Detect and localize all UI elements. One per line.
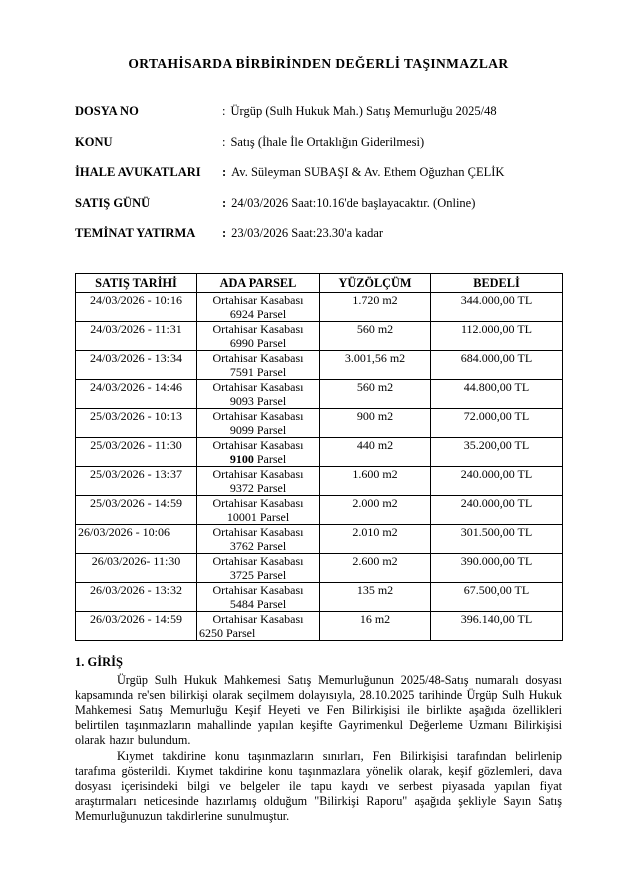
cell-price: 684.000,00 TL [431, 350, 563, 379]
parcel-place: Ortahisar Kasabası [212, 292, 304, 307]
field-satis-gunu [75, 196, 562, 227]
cell-price: 344.000,00 TL [431, 292, 563, 321]
cell-sale-datetime: 25/03/2026 - 11:30 [76, 437, 197, 466]
parcel-place: Ortahisar Kasabası [212, 379, 304, 394]
parcel-place: Ortahisar Kasabası [212, 466, 304, 481]
page-title: ORTAHİSARDA BİRBİRİNDEN DEĞERLİ TAŞINMAZLAR [128, 56, 509, 71]
cell-parcel [197, 553, 320, 582]
header-fields [75, 104, 562, 257]
section-heading-giris: 1. GİRİŞ [75, 654, 123, 669]
table-row [76, 582, 563, 611]
parcel-number: 6924 Parsel [229, 306, 287, 321]
field-ihale-avukatlari [75, 165, 562, 196]
field-label: İHALE AVUKATLARI [75, 165, 201, 179]
cell-sale-datetime: 25/03/2026 - 10:13 [76, 408, 197, 437]
field-label: DOSYA NO [75, 104, 139, 118]
field-separator: : [222, 165, 227, 179]
cell-price: 67.500,00 TL [431, 582, 563, 611]
field-separator: : [222, 134, 226, 149]
parcel-number: 10001 Parsel [226, 509, 290, 524]
cell-area: 1.720 m2 [320, 292, 431, 321]
cell-sale-datetime: 24/03/2026 - 14:46 [76, 379, 197, 408]
cell-parcel [197, 292, 320, 321]
table-row [76, 524, 563, 553]
parcel-number: 7591 Parsel [229, 364, 287, 379]
field-separator: : [222, 104, 226, 118]
cell-area: 2.600 m2 [320, 553, 431, 582]
cell-parcel [197, 408, 320, 437]
cell-parcel [197, 611, 320, 640]
field-value: Av. Süleyman SUBAŞI & Av. Ethem Oğuzhan ÇELİK [231, 165, 505, 179]
parcel-place: Ortahisar Kasabası [212, 611, 304, 626]
table-row [76, 495, 563, 524]
cell-area: 900 m2 [320, 408, 431, 437]
parcel-number: 9093 Parsel [229, 393, 287, 408]
field-value: Ürgüp (Sulh Hukuk Mah.) Satış Memurluğu 2025/48 [230, 104, 497, 118]
cell-price: 396.140,00 TL [431, 611, 563, 640]
cell-area: 2.010 m2 [320, 524, 431, 553]
cell-price: 72.000,00 TL [431, 408, 563, 437]
cell-area: 16 m2 [320, 611, 431, 640]
cell-area: 560 m2 [320, 321, 431, 350]
field-value: Satış (İhale İle Ortaklığın Giderilmesi) [230, 134, 425, 149]
parcel-number: 9372 Parsel [229, 480, 287, 495]
table-row [76, 466, 563, 495]
table-row [76, 553, 563, 582]
parcel-number: 9099 Parsel [229, 422, 287, 437]
parcel-number: 9100 Parsel [229, 451, 287, 466]
sales-table-body [76, 292, 563, 640]
field-label: TEMİNAT YATIRMA [75, 226, 196, 240]
cell-parcel [197, 582, 320, 611]
table-row [76, 321, 563, 350]
parcel-place: Ortahisar Kasabası [212, 437, 304, 452]
cell-price: 240.000,00 TL [431, 495, 563, 524]
table-row [76, 350, 563, 379]
cell-sale-datetime: 26/03/2026- 11:30 [76, 553, 197, 582]
cell-parcel [197, 437, 320, 466]
parcel-place: Ortahisar Kasabası [212, 553, 304, 568]
cell-area: 2.000 m2 [320, 495, 431, 524]
cell-price: 35.200,00 TL [431, 437, 563, 466]
cell-sale-datetime: 24/03/2026 - 10:16 [76, 292, 197, 321]
field-teminat-yatirma [75, 226, 562, 257]
cell-price: 301.500,00 TL [431, 524, 563, 553]
giris-paragraph-2: Kıymet takdirine konu taşınmazların sınırları, Fen Bilirkişisi tarafından belirlenip tarafıma gösterildi. Kıymet takdirine konu taşınmazlara yönelik olarak, keşif gözlemleri, dava dosyası içerisindeki bilgi ve belgeler ile tapu kaydı ve serbest piyasada yapılan fiyat araştırmaları neticesinde hazırlamış olduğum "Bilirkişi Raporu" aşağıda şekliyle Sayın Satış Memurluğunuzun takdirlerine sunulmuştur. [75, 748, 562, 824]
cell-parcel [197, 350, 320, 379]
cell-parcel [197, 379, 320, 408]
parcel-number: 3762 Parsel [229, 538, 287, 553]
cell-area: 3.001,56 m2 [320, 350, 431, 379]
cell-price: 240.000,00 TL [431, 466, 563, 495]
table-row [76, 379, 563, 408]
cell-sale-datetime: 26/03/2026 - 13:32 [76, 582, 197, 611]
cell-area: 1.600 m2 [320, 466, 431, 495]
cell-parcel [197, 495, 320, 524]
cell-area: 560 m2 [320, 379, 431, 408]
cell-area: 135 m2 [320, 582, 431, 611]
field-value: 23/03/2026 Saat:23.30'a kadar [231, 226, 384, 240]
field-separator: : [222, 226, 227, 240]
table-row [76, 408, 563, 437]
table-header-row [76, 273, 563, 292]
parcel-place: Ortahisar Kasabası [212, 408, 304, 423]
parcel-number: 5484 Parsel [229, 596, 287, 611]
table-row [76, 437, 563, 466]
cell-sale-datetime: 24/03/2026 - 11:31 [76, 321, 197, 350]
field-separator: : [222, 195, 227, 210]
field-label: SATIŞ GÜNÜ [75, 195, 151, 210]
cell-sale-datetime: 26/03/2026 - 10:06 [76, 524, 197, 553]
cell-sale-datetime: 24/03/2026 - 13:34 [76, 350, 197, 379]
field-dosya-no [75, 104, 562, 135]
cell-sale-datetime: 25/03/2026 - 13:37 [76, 466, 197, 495]
parcel-number: 6990 Parsel [229, 335, 287, 350]
parcel-place: Ortahisar Kasabası [212, 321, 304, 336]
cell-price: 44.800,00 TL [431, 379, 563, 408]
field-value: 24/03/2026 Saat:10.16'de başlayacaktır. (Online) [231, 195, 476, 210]
parcel-place: Ortahisar Kasabası [212, 350, 304, 365]
table-row [76, 611, 563, 640]
column-header-satis-tarihi: SATIŞ TARİHİ [76, 273, 197, 292]
column-header-yuzolcum: YÜZÖLÇÜM [320, 273, 431, 292]
parcel-number: 3725 Parsel [229, 567, 287, 582]
column-header-ada-parsel: ADA PARSEL [197, 273, 320, 292]
cell-price: 112.000,00 TL [431, 321, 563, 350]
parcel-place: Ortahisar Kasabası [212, 495, 304, 510]
field-konu [75, 135, 562, 166]
table-row [76, 292, 563, 321]
cell-sale-datetime: 25/03/2026 - 14:59 [76, 495, 197, 524]
field-label: KONU [75, 134, 113, 149]
cell-price: 390.000,00 TL [431, 553, 563, 582]
parcel-place: Ortahisar Kasabası [212, 582, 304, 597]
cell-parcel [197, 524, 320, 553]
section-giris [75, 655, 562, 825]
cell-sale-datetime: 26/03/2026 - 14:59 [76, 611, 197, 640]
cell-area: 440 m2 [320, 437, 431, 466]
cell-parcel [197, 466, 320, 495]
cell-parcel [197, 321, 320, 350]
column-header-bedeli: BEDELİ [431, 273, 563, 292]
sales-table [75, 273, 563, 641]
parcel-place: Ortahisar Kasabası [212, 524, 304, 539]
parcel-number: 6250 Parsel [199, 625, 256, 640]
giris-paragraph-1: Ürgüp Sulh Hukuk Mahkemesi Satış Memurluğunun 2025/48-Satış numaralı dosyası kapsamında re'sen bilirkişi olarak seçilmem dolayısıyla, 28.10.2025 tarihinde Ürgüp Sulh Hukuk Mahkemesi Satış Memurluğu Keşif Heyeti ve Fen Bilirkişisi ile birlikte aşağıda özellikleri belirtilen taşınmazların mahallinde yapılan keşifte Gayrimenkul Değerleme Uzmanı Bilirkişisi olarak hazır bulundum. [75, 672, 562, 748]
